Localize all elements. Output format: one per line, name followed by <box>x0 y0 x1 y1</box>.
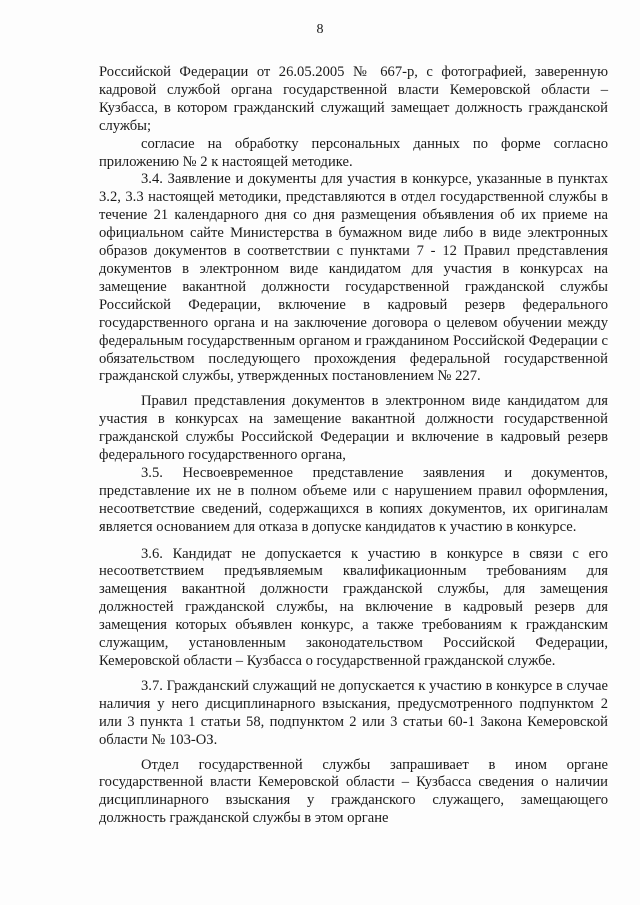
paragraph-rules: Правил представления документов в электронном виде кандидатом для участия в конкурсах на замещение вакантной должности государственной гражданской службы Российской Федерации и включение в кадровый резерв федерального государственного органа, <box>99 393 608 464</box>
paragraph-department-request: Отдел государственной службы запрашивает в ином органе государственной власти Кемеровской области – Кузбасса сведения о наличии дисциплинарного взыскания у гражданского служащего, замещающего должность гражданской службы в этом органе <box>99 756 608 827</box>
paragraph-3-4: 3.4. Заявление и документы для участия в конкурсе, указанные в пунктах 3.2, 3.3 настоящей методики, представляются в отдел государственной службы в течение 21 календарного дня со дня размещения объявления об их приеме на официальном сайте Министерства в бумажном виде либо в виде электронных образов документов в соответствии с пунктами 7 - 12 Правил представления документов в электронном виде кандидатом для участия в конкурсах на замещение вакантной должности государственной гражданской службы Российской Федерации, включение в кадровый резерв федерального государственного органа и на заключение договора о целевом обучении между федеральным государственным органом и гражданином Российской Федерации с обязательством последующего прохождения федеральной государственной гражданской службы, утвержденных постановлением № 227. <box>99 171 608 385</box>
paragraph-3-6: 3.6. Кандидат не допускается к участию в конкурсе в связи с его несоответствием предъявляемым квалификационным требованиям для замещения вакантной должности гражданской службы, для замещения должностей гражданской службы, на включение в кадровый резерв для замещения которых объявлен конкурс, а также требованиям к гражданским служащим, установленным законодательством Российской Федерации, Кемеровской области – Кузбасса о государственной гражданской службе. <box>99 545 608 669</box>
page-number: 8 <box>316 22 324 37</box>
paragraph-consent: согласие на обработку персональных данных по форме согласно приложению № 2 к настоящей методике. <box>99 135 608 170</box>
document-body <box>99 64 608 828</box>
paragraph-3-7: 3.7. Гражданский служащий не допускается к участию в конкурсе в случае наличия у него дисциплинарного взыскания, предусмотренного подпунктом 2 или 3 пункта 1 статьи 58, подпунктом 2 или 3 статьи 60-1 Закона Кемеровской области № 103-ОЗ. <box>99 677 608 748</box>
paragraph-3-5: 3.5. Несвоевременное представление заявления и документов, представление их не в полном объеме или с нарушением правил оформления, несоответствие сведений, содержащихся в копиях документов, их оригиналам является основанием для отказа в допуске кандидатов к участию в конкурсе. <box>99 464 608 535</box>
paragraph-photo-continuation: Российской Федерации от 26.05.2005 № 667-р, с фотографией, заверенную кадровой службой органа государственной власти Кемеровской области – Кузбасса, в котором гражданский служащий замещает должность гражданской службы; <box>99 64 608 134</box>
